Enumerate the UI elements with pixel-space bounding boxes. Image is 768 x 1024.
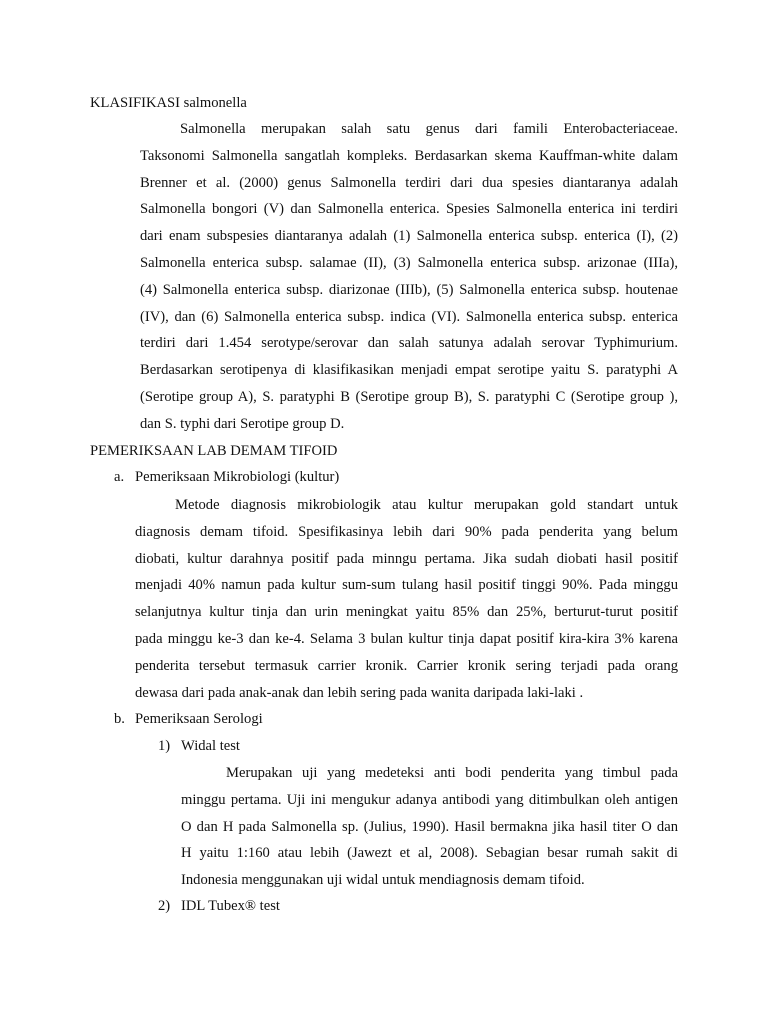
text-line: pada minggu ke-3 dan ke-4. Selama 3 bulan kultur tinja dapat positif kira-kira 3% karena <box>135 630 678 647</box>
text-line: penderita tersebut termasuk carrier kronik. Carrier kronik sering terjadi pada orang <box>135 657 678 674</box>
text-line: minggu pertama. Uji ini mengukur adanya antibodi yang ditimbulkan oleh antigen <box>181 791 678 808</box>
paragraph-mikrobiologi <box>135 492 678 706</box>
list-marker: 2) <box>158 898 171 914</box>
paragraph-klasifikasi <box>140 116 678 438</box>
heading-klasifikasi: KLASIFIKASI salmonella <box>90 95 247 111</box>
text-line: Indonesia menggunakan uji widal untuk mendiagnosis demam tifoid. <box>181 872 585 889</box>
text-line: (Serotipe group A), S. paratyphi B (Serotipe group B), S. paratyphi C (Serotipe group ), <box>140 388 678 405</box>
text-line: dewasa dari pada anak-anak dan lebih sering pada wanita daripada laki-laki . <box>135 684 584 701</box>
text-line: menjadi 40% namun pada kultur sum-sum tulang hasil positif tinggi 90%. Pada minggu <box>135 577 678 594</box>
list-marker: 1) <box>158 738 171 754</box>
list-item-a <box>114 467 339 487</box>
list-marker: a. <box>114 469 125 485</box>
text-line: terdiri dari 1.454 serotype/serovar dan salah satunya adalah serovar Typhimurium. <box>140 335 678 352</box>
text-line: (4) Salmonella enterica subsp. diarizonae (IIIb), (5) Salmonella enterica subsp. houtenae <box>140 281 678 298</box>
sub-item-label: IDL Tubex® test <box>181 898 280 914</box>
text-line: dari enam subspesies diantaranya adalah (1) Salmonella enterica subsp. enterica (I), (2) <box>140 228 678 245</box>
text-line: selanjutnya kultur tinja dan urin meningkat yaitu 85% dan 25%, berturut-turut positif <box>135 604 678 621</box>
list-marker: b. <box>114 711 125 727</box>
text-line: dan S. typhi dari Serotipe group D. <box>140 415 345 432</box>
sub-item-tubex <box>158 896 280 916</box>
text-line: Salmonella bongori (V) dan Salmonella enterica. Spesies Salmonella enterica ini terdiri <box>140 201 678 218</box>
sub-item-label: Widal test <box>181 738 240 754</box>
text-line: diobati, kultur darahnya positif pada minngu pertama. Jika sudah diobati hasil positif <box>135 550 678 567</box>
text-line: H yaitu 1:160 atau lebih (Jawezt et al, 2008). Sebagian besar rumah sakit di <box>181 845 678 862</box>
sub-item-widal <box>158 736 240 756</box>
heading-pemeriksaan: PEMERIKSAAN LAB DEMAM TIFOID <box>90 443 338 459</box>
text-line: Salmonella enterica subsp. salamae (II), (3) Salmonella enterica subsp. arizonae (IIIa), <box>140 254 678 271</box>
list-item-label: Pemeriksaan Serologi <box>135 711 263 727</box>
list-item-b <box>114 709 263 729</box>
text-line: Taksonomi Salmonella sangatlah kompleks. Berdasarkan skema Kauffman-white dalam <box>140 147 678 164</box>
text-line: Merupakan uji yang medeteksi anti bodi penderita yang timbul pada <box>226 765 678 781</box>
text-line: Brenner et al. (2000) genus Salmonella terdiri dari dua spesies diantaranya adalah <box>140 174 678 191</box>
text-line: Salmonella merupakan salah satu genus dari famili Enterobacteriaceae. <box>180 121 678 137</box>
text-line: diagnosis demam tifoid. Spesifikasinya lebih dari 90% pada penderita yang belum <box>135 523 678 540</box>
list-item-label: Pemeriksaan Mikrobiologi (kultur) <box>135 469 340 485</box>
text-line: O dan H pada Salmonella sp. (Julius, 1990). Hasil bermakna jika hasil titer O dan <box>181 818 678 835</box>
text-line: (IV), dan (6) Salmonella enterica subsp. indica (VI). Salmonella enterica subsp. enterica <box>140 308 678 325</box>
text-line: Metode diagnosis mikrobiologik atau kultur merupakan gold standart untuk <box>175 497 678 513</box>
paragraph-widal <box>181 760 678 894</box>
text-line: Berdasarkan serotipenya di klasifikasikan menjadi empat serotipe yaitu S. paratyphi A <box>140 362 678 379</box>
